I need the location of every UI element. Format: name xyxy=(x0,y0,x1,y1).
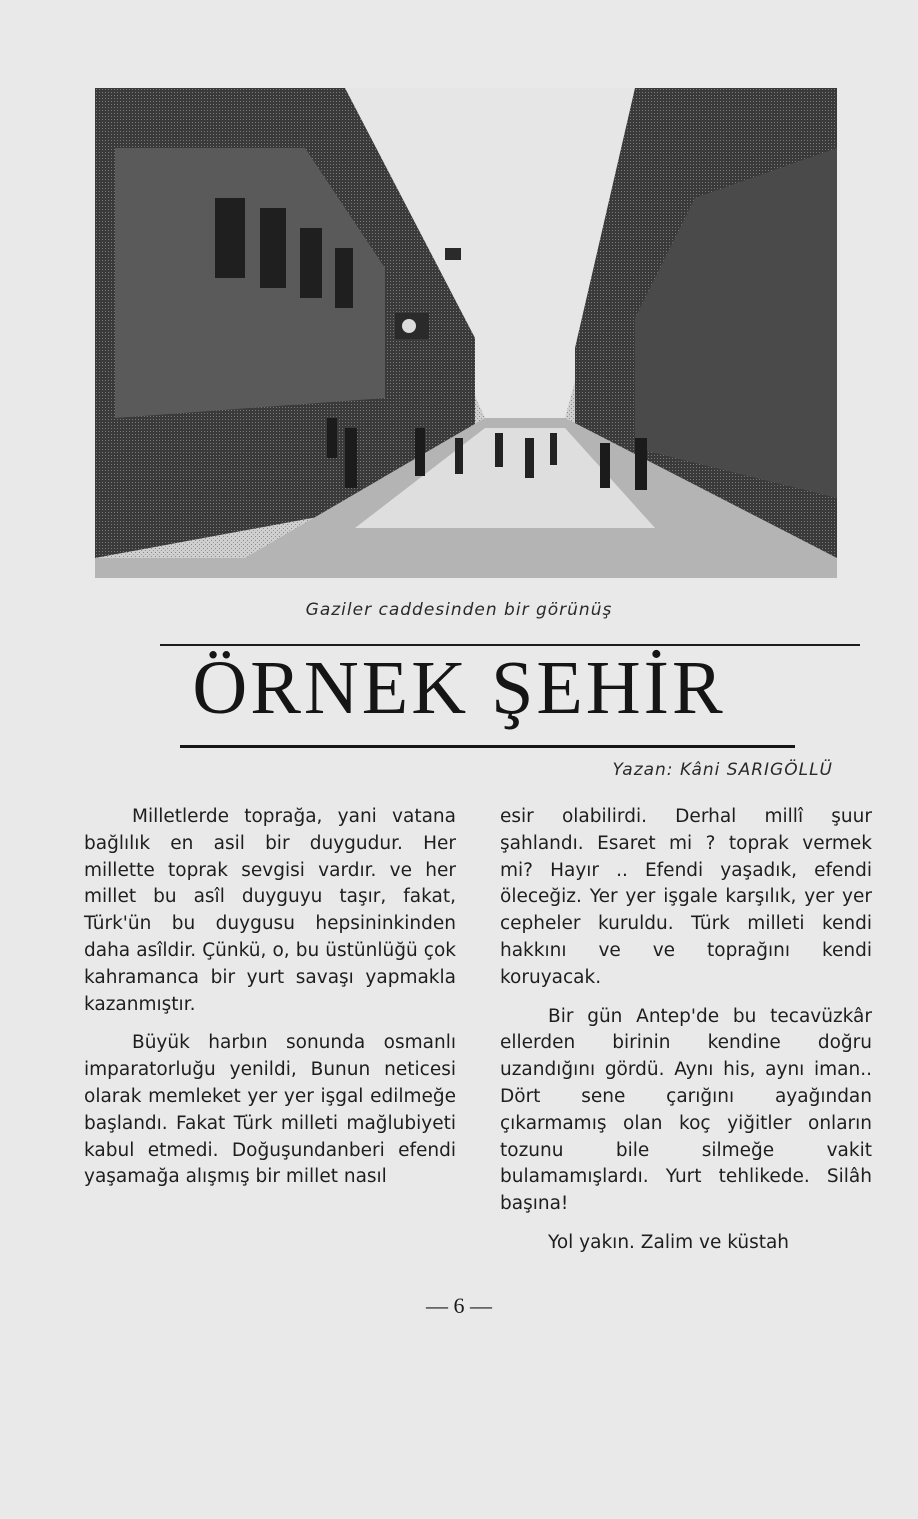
paragraph: esir olabilirdi. Derhal millî şuur şahlandı. Esaret mi ? toprak vermek mi? Hayır .. Efendi yaşadık, efendi öleceğiz. Yer yer işgale karşılık, yer yer cepheler kuruldu. Türk milleti kendi hakkını ve ve toprağını kendi koruyacak. xyxy=(500,806,872,988)
paragraph: Büyük harbın sonunda osmanlı imparatorluğu yenildi, Bunun neticesi olarak memleket yer yer işgal edilmeğe başlandı. Fakat Türk milleti mağlubiyeti kabul etmedi. Doğuşundanberi efendi yaşamağa alışmış bir millet nasıl xyxy=(84,1032,456,1188)
page-number: — 6 — xyxy=(426,1293,492,1318)
paragraph: Bir gün Antep'de bu tecavüzkâr ellerden birinin kendine doğru uzandığını gördü. Aynı his, aynı iman.. Dört sene çarığını ayağından çıkarmamış olan koç yiğitler onların tozunu bile silmeğe vakit bulamamışlardı. Yurt tehlikede. Silâh başına! xyxy=(500,1005,872,1215)
article-title: ÖRNEK ŞEHİR xyxy=(192,646,726,730)
right-column xyxy=(500,804,872,1269)
photo-caption: Gaziler caddesinden bir görünüş xyxy=(305,600,613,620)
street-scene-image xyxy=(95,88,837,578)
paragraph: Milletlerde toprağa, yani vatana bağlılık en asil bir duygudur. Her millette toprak sevgisi vardır. ve her millet bu asîl duyguyu taşır, fakat, Türk'ün bu duygusu hepsininkinden daha asîldir. Çünkü, o, bu üstünlüğü çok kahramanca bir yurt savaşı yapmakla kazanmıştır. xyxy=(84,806,456,1015)
street-photo xyxy=(95,88,837,578)
paragraph: Yol yakın. Zalim ve küstah xyxy=(548,1231,790,1253)
author-byline: Yazan: Kâni SARIGÖLLÜ xyxy=(612,760,833,780)
divider-bottom xyxy=(180,745,795,748)
left-column xyxy=(84,804,456,1203)
